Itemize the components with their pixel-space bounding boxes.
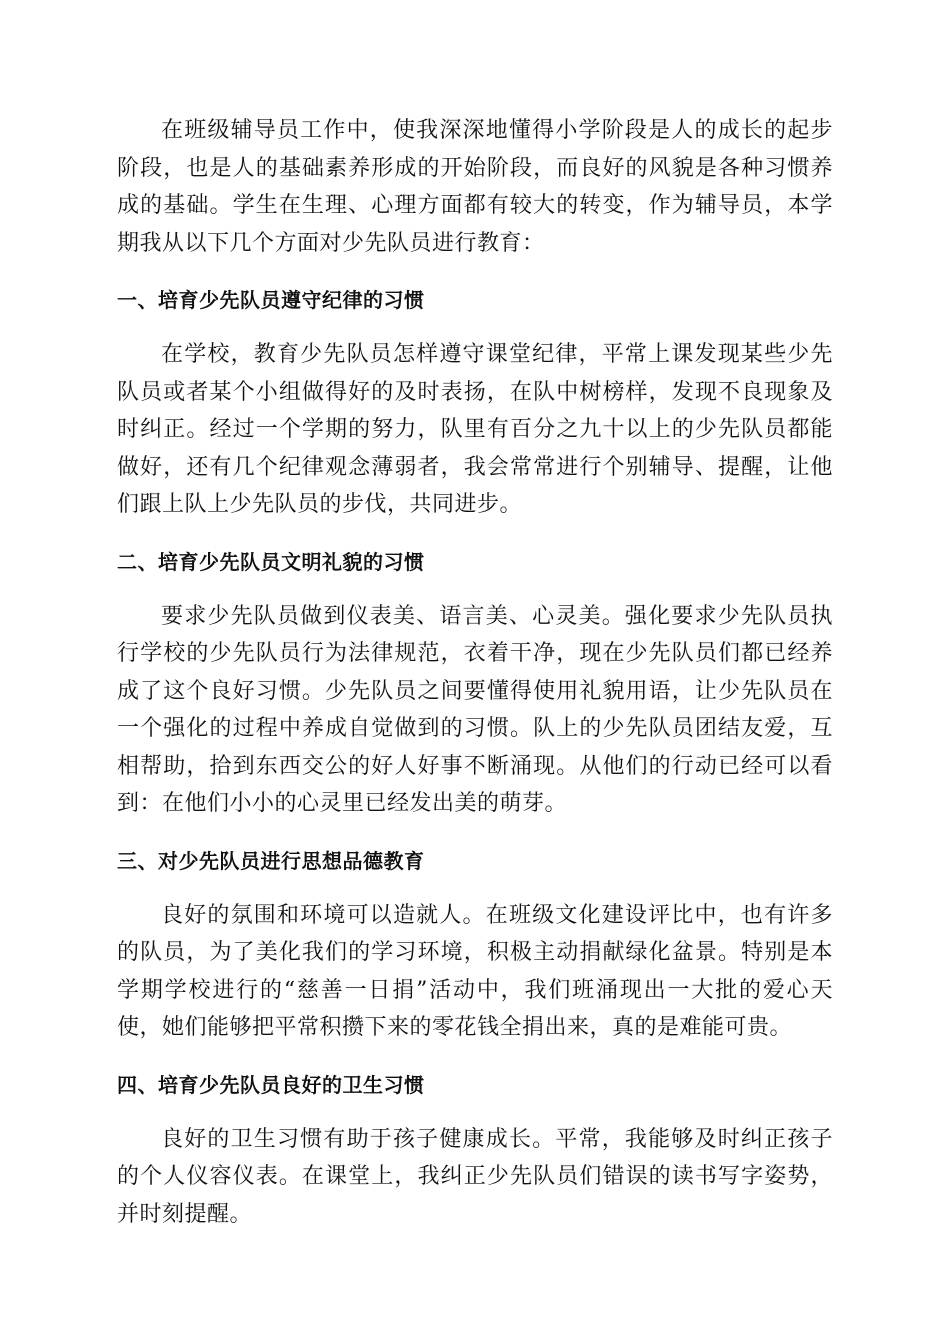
spacer [117, 823, 833, 847]
spacer [117, 1099, 833, 1121]
section-heading-1: 一、培育少先队员遵守纪律的习惯 [117, 288, 425, 312]
document-page [117, 112, 833, 1233]
section-body-3: 良好的氛围和环境可以造就人。在班级文化建设评比中，也有许多的队员，为了美化我们的学习环境，积极主动捐献绿化盆景。特别是本学期学校进行的“慈善一日捐”活动中，我们班涌现出一大批的爱心天使，她们能够把平常积攒下来的零花钱全捐出来，真的是难能可贵。 [117, 902, 833, 1040]
intro-paragraph: 在班级辅导员工作中，使我深深地懂得小学阶段是人的成长的起步阶段，也是人的基础素养形成的开始阶段，而良好的风貌是各种习惯养成的基础。学生在生理、心理方面都有较大的转变，作为辅导员，本学期我从以下几个方面对少先队员进行教育： [117, 118, 833, 256]
section-heading-2: 二、培育少先队员文明礼貌的习惯 [117, 549, 425, 574]
spacer [117, 576, 833, 598]
spacer [117, 524, 833, 548]
section-body-1: 在学校，教育少先队员怎样遵守课堂纪律，平常上课发现某些少先队员或者某个小组做得好的及时表扬，在队中树榜样，发现不良现象及时纠正。经过一个学期的努力，队里有百分之九十以上的少先队员都能做好，还有几个纪律观念薄弱者，我会常常进行个别辅导、提醒，让他们跟上队上少先队员的步伐，共同进步。 [117, 342, 833, 517]
spacer [117, 1047, 833, 1071]
section-body-2: 要求少先队员做到仪表美、语言美、心灵美。强化要求少先队员执行学校的少先队员行为法律规范，衣着干净，现在少先队员们都已经养成了这个良好习惯。少先队员之间要懂得使用礼貌用语，让少先队员在一个强化的过程中养成自觉做到的习惯。队上的少先队员团结友爱，互相帮助，拾到东西交公的好人好事不断涌现。从他们的行动已经可以看到：在他们小小的心灵里已经发出美的萌芽。 [117, 603, 833, 816]
section-heading-3: 三、对少先队员进行思想品德教育 [117, 848, 425, 873]
section-body-4: 良好的卫生习惯有助于孩子健康成长。平常，我能够及时纠正孩子的个人仪容仪表。在课堂上，我纠正少先队员们错误的读书写字姿势，并时刻提醒。 [117, 1126, 833, 1227]
spacer [117, 314, 833, 336]
section-heading-4: 四、培育少先队员良好的卫生习惯 [117, 1072, 425, 1097]
spacer [117, 875, 833, 897]
spacer [117, 262, 833, 286]
